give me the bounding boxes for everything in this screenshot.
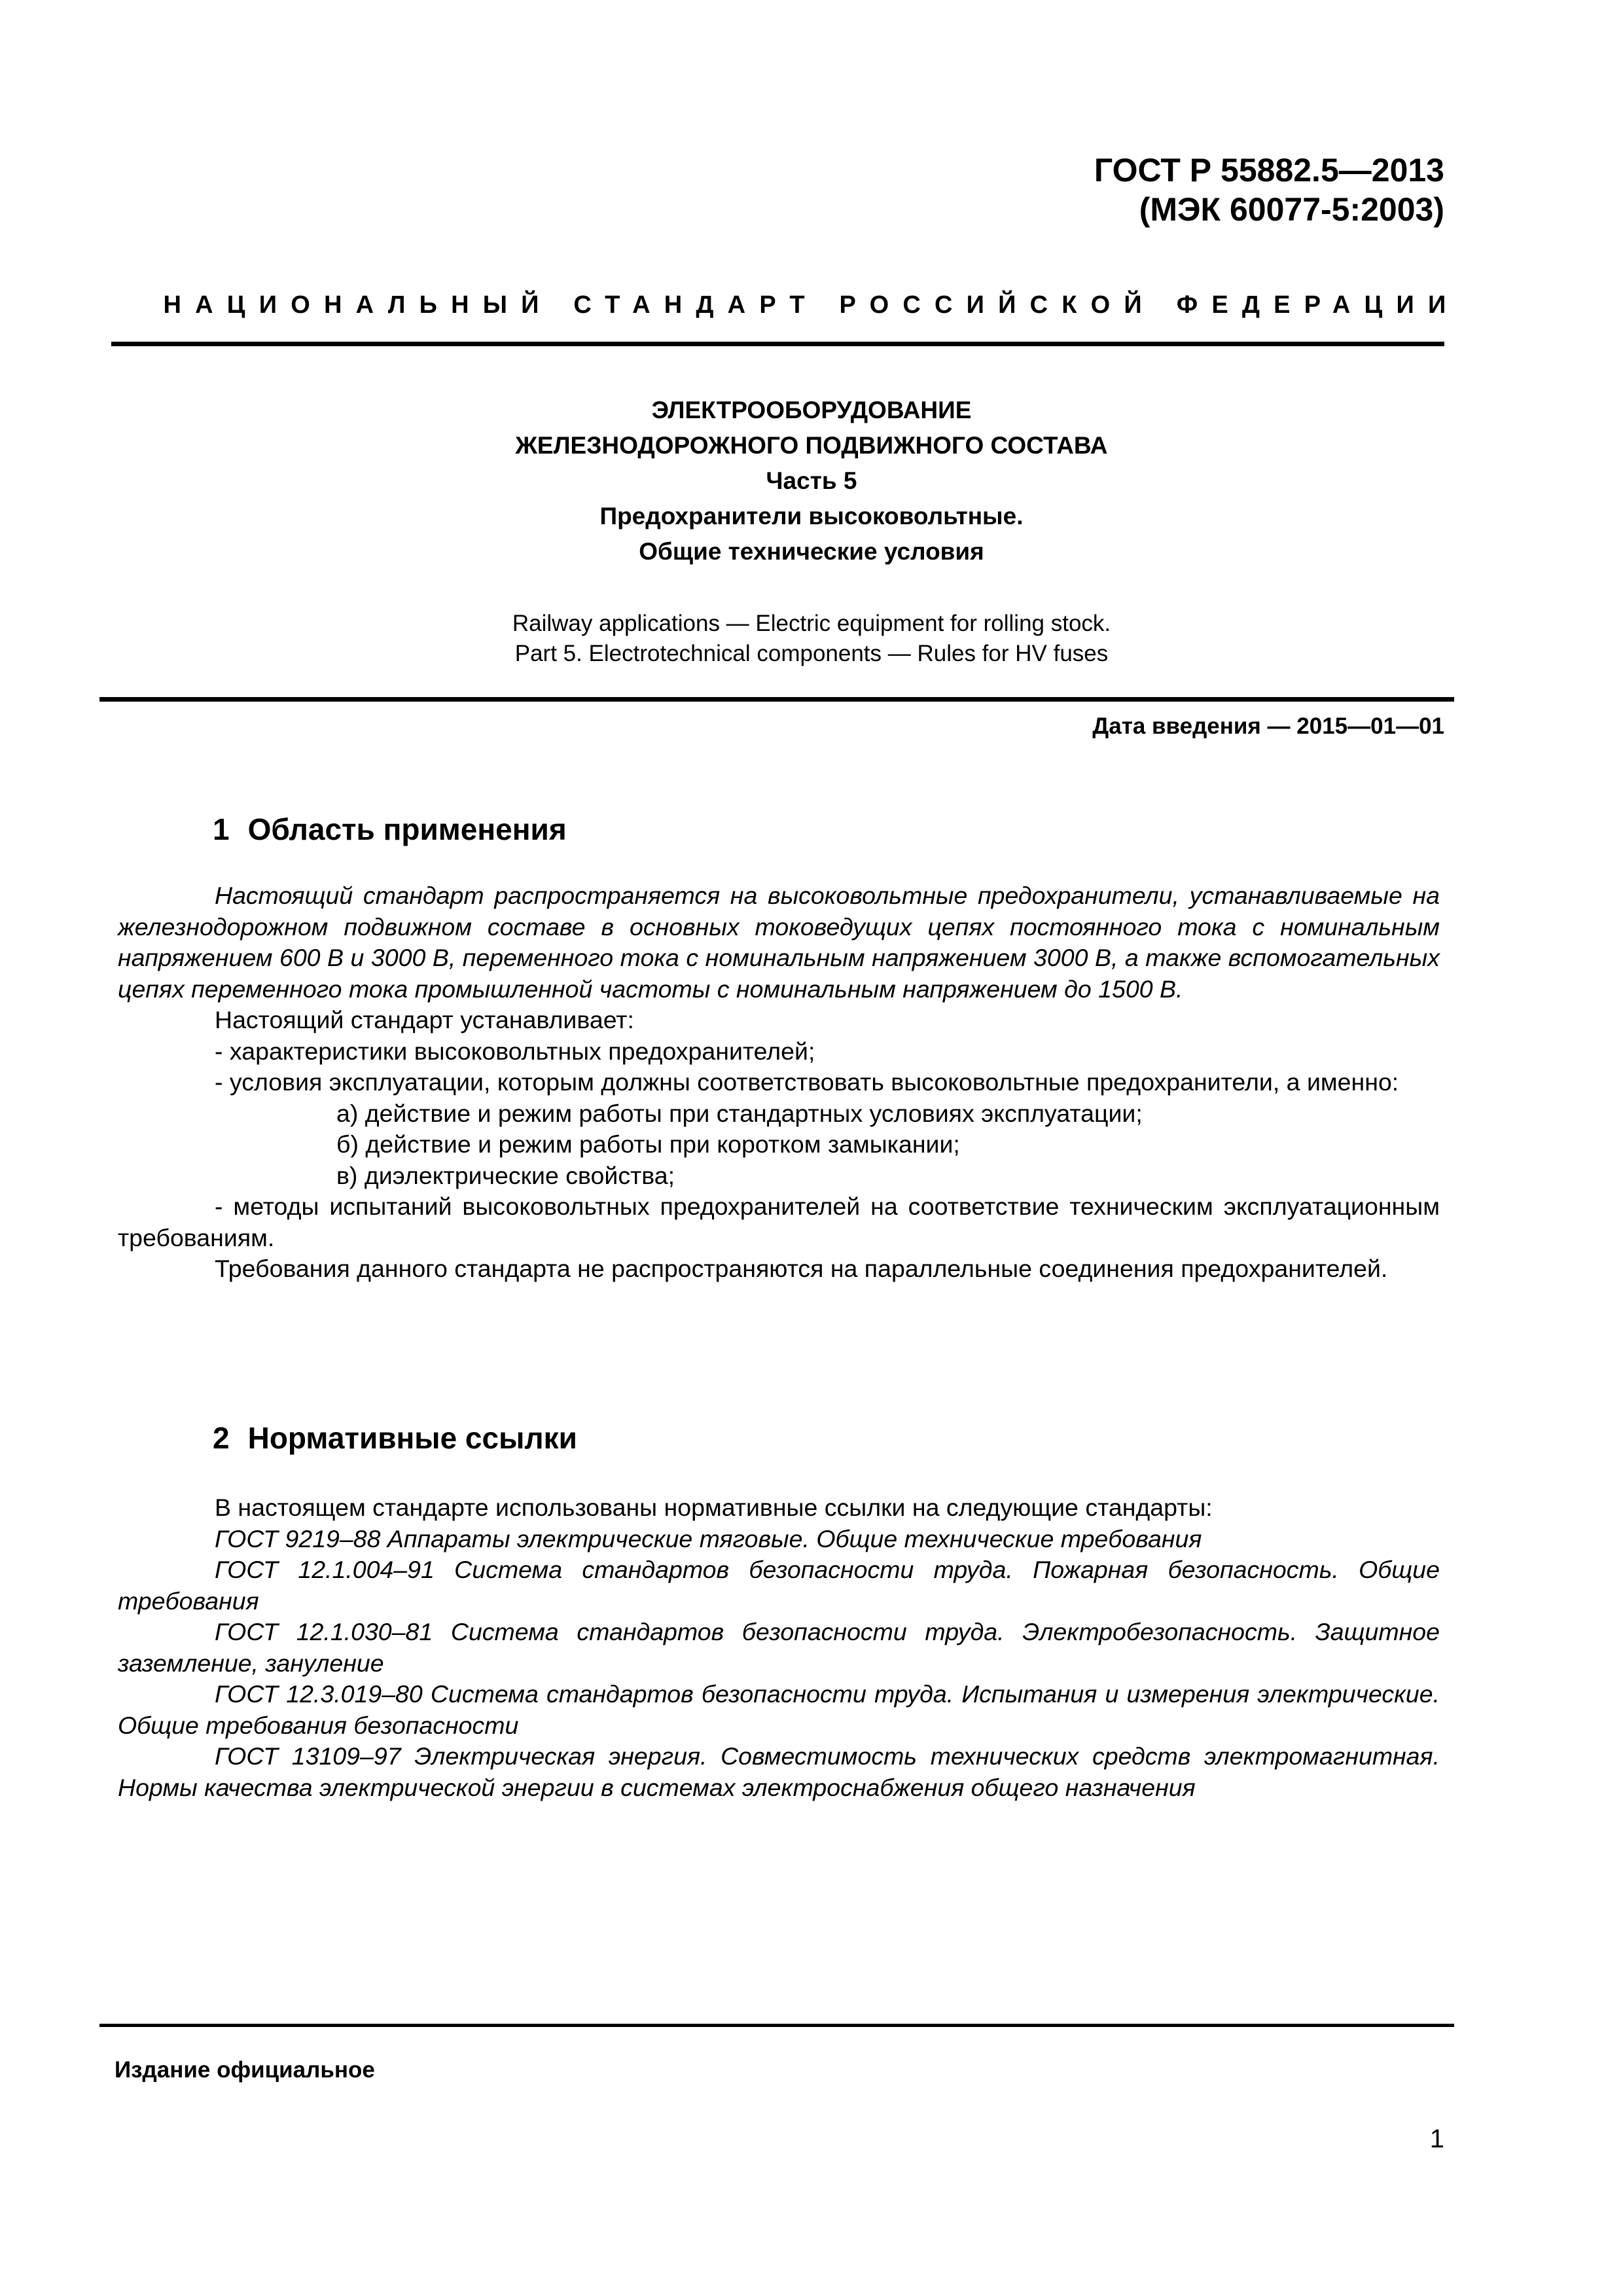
title-rule: [99, 697, 1454, 702]
reference-item: ГОСТ 12.1.004–91 Система стандартов безопасности труда. Пожарная безопасность. Общие требования: [118, 1556, 1440, 1615]
section-1-title: Область применения: [247, 812, 567, 846]
footer-rule: [99, 2024, 1454, 2027]
english-title-line-2: Part 5. Electrotechnical components — Rules for HV fuses: [514, 641, 1109, 666]
official-edition-label: Издание официальное: [115, 2057, 375, 2083]
header-rule: [111, 342, 1444, 346]
section-1-heading: [213, 812, 567, 847]
title-line-4: Предохранители высоковольтные.: [599, 503, 1024, 529]
scope-establishes: Настоящий стандарт устанавливает:: [215, 1006, 634, 1033]
scope-item-methods: - методы испытаний высоковольтных предохранителей на соответствие техническим эксплуатационным требованиям.: [118, 1193, 1440, 1251]
reference-item: ГОСТ 12.1.030–81 Система стандартов безопасности труда. Электробезопасность. Защитное заземление, зануление: [118, 1618, 1440, 1677]
title-line-1: ЭЛЕКТРООБОРУДОВАНИЕ: [651, 397, 972, 423]
references-intro: В настоящем стандарте использованы нормативные ссылки на следующие стандарты:: [215, 1494, 1213, 1521]
scope-paragraph: Настоящий стандарт распространяется на высоковольтные предохранители, устанавливаемые на железнодорожном подвижном составе в основных токоведущих цепях постоянного тока с номинальным напряжением 600 В и 3000 В, переменного тока с номинальным напряжением 3000 В, а также вспомогательных цепях переменного тока промышленной частоты с номинальным напряжением до 1500 В.: [118, 882, 1440, 1003]
title-line-5: Общие технические условия: [639, 538, 984, 565]
iec-designation: (МЭК 60077-5:2003): [1139, 191, 1444, 228]
page-number: 1: [1429, 2125, 1444, 2153]
section-2-number: 2: [213, 1421, 230, 1455]
section-1-body: [118, 880, 1440, 1285]
section-2-body: [118, 1492, 1440, 1803]
national-standard-heading: НАЦИОНАЛЬНЫЙ СТАНДАРТ РОССИЙСКОЙ ФЕДЕРАЦИИ: [163, 291, 1460, 319]
section-2-title: Нормативные ссылки: [247, 1421, 577, 1455]
scope-item-characteristics: - характеристики высоковольтных предохранителей;: [215, 1037, 815, 1065]
standard-designation: ГОСТ Р 55882.5—2013: [1094, 152, 1444, 188]
reference-item: ГОСТ 13109–97 Электрическая энергия. Совместимость технических средств электромагнитная. Нормы качества электрической энергии в системах электроснабжения общего назначения: [118, 1742, 1440, 1801]
scope-exclusion: Требования данного стандарта не распространяются на параллельные соединения предохранителей.: [215, 1255, 1388, 1282]
title-line-2: ЖЕЛЕЗНОДОРОЖНОГО ПОДВИЖНОГО СОСТАВА: [515, 432, 1108, 459]
reference-item: ГОСТ 12.3.019–80 Система стандартов безопасности труда. Испытания и измерения электрические. Общие требования безопасности: [118, 1680, 1440, 1739]
scope-subitem-b: б) действие и режим работы при коротком замыкании;: [336, 1130, 960, 1158]
reference-item: ГОСТ 9219–88 Аппараты электрические тяговые. Общие технические требования: [215, 1524, 1202, 1552]
section-1-number: 1: [213, 812, 230, 846]
scope-item-conditions: - условия эксплуатации, которым должны соответствовать высоковольтные предохранители, а именно:: [215, 1068, 1399, 1096]
scope-subitem-c: в) диэлектрические свойства;: [336, 1161, 675, 1189]
scope-subitem-a: а) действие и режим работы при стандартных условиях эксплуатации;: [336, 1099, 1143, 1127]
title-part: Часть 5: [766, 467, 857, 494]
section-2-heading: [213, 1420, 577, 1456]
introduction-date: Дата введения — 2015—01—01: [1092, 713, 1444, 739]
english-title-line-1: Railway applications — Electric equipment for rolling stock.: [512, 611, 1111, 636]
